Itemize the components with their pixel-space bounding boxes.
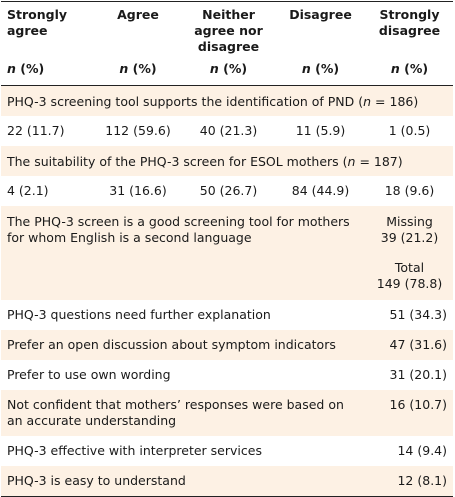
unit-label: n (%): [7, 61, 45, 76]
reason-row: [1, 330, 453, 360]
section-header-row: [1, 146, 453, 176]
reason-row: [1, 390, 453, 436]
units-row: [1, 55, 453, 86]
reason-value: 16 (10.7): [389, 397, 447, 412]
value-cell: 4 (2.1): [7, 183, 49, 198]
value-cell: 112 (59.6): [105, 123, 171, 138]
reason-label: PHQ-3 questions need further explanation: [7, 307, 271, 322]
col-strongly-disagree-header: Strongly disagree: [378, 7, 441, 38]
reason-value: 31 (20.1): [389, 367, 447, 382]
col-agree-header: Agree: [117, 7, 159, 22]
value-cell: 11 (5.9): [295, 123, 346, 138]
total-label: Total: [394, 260, 425, 275]
reason-value: 12 (8.1): [397, 473, 447, 488]
missing-label: Missing: [386, 214, 433, 229]
section1-title: PHQ-3 screening tool supports the identification of PND (n = 186): [7, 94, 419, 109]
reason-label: Not confident that mothers’ responses were based on an accurate understanding: [7, 397, 344, 428]
value-cell: 40 (21.3): [199, 123, 258, 138]
header-row: [1, 2, 453, 56]
reason-value: 14 (9.4): [397, 443, 447, 458]
value-cell: 1 (0.5): [388, 123, 431, 138]
reason-label: Prefer an open discussion about symptom indicators: [7, 337, 336, 352]
reason-value: 47 (31.6): [389, 337, 447, 352]
section2-values-row: [1, 176, 453, 206]
missing-value: 39 (21.2): [380, 230, 439, 245]
col-neither-header: Neither agree nor disagree: [194, 7, 263, 54]
reason-label: PHQ-3 is easy to understand: [7, 473, 186, 488]
value-cell: 50 (26.7): [199, 183, 258, 198]
unit-label: n (%): [301, 61, 340, 76]
value-cell: 22 (11.7): [7, 123, 65, 138]
unit-label: n (%): [209, 61, 248, 76]
unit-label: n (%): [390, 61, 429, 76]
reason-row: [1, 360, 453, 390]
survey-results-table: [1, 1, 453, 497]
reason-row: [1, 300, 453, 330]
value-cell: 84 (44.9): [291, 183, 350, 198]
reason-row: [1, 436, 453, 466]
statement-text: The PHQ-3 screen is a good screening tool for mothers for whom English is a second language: [7, 214, 350, 245]
reason-value: 51 (34.3): [389, 307, 447, 322]
reason-row: [1, 466, 453, 497]
value-cell: 31 (16.6): [109, 183, 167, 198]
section2-title: The suitability of the PHQ-3 screen for ESOL mothers (n = 187): [7, 154, 403, 169]
col-strongly-agree-header: Strongly agree: [7, 7, 68, 38]
reason-label: PHQ-3 effective with interpreter services: [7, 443, 262, 458]
value-cell: 18 (9.6): [384, 183, 435, 198]
total-value: 149 (78.8): [376, 276, 443, 291]
reason-label: Prefer to use own wording: [7, 367, 171, 382]
col-disagree-header: Disagree: [289, 7, 352, 22]
section-header-row: [1, 86, 453, 117]
section1-values-row: [1, 116, 453, 146]
statement-summary: [366, 206, 453, 300]
statement-row: [1, 206, 453, 300]
unit-label: n (%): [119, 61, 157, 76]
